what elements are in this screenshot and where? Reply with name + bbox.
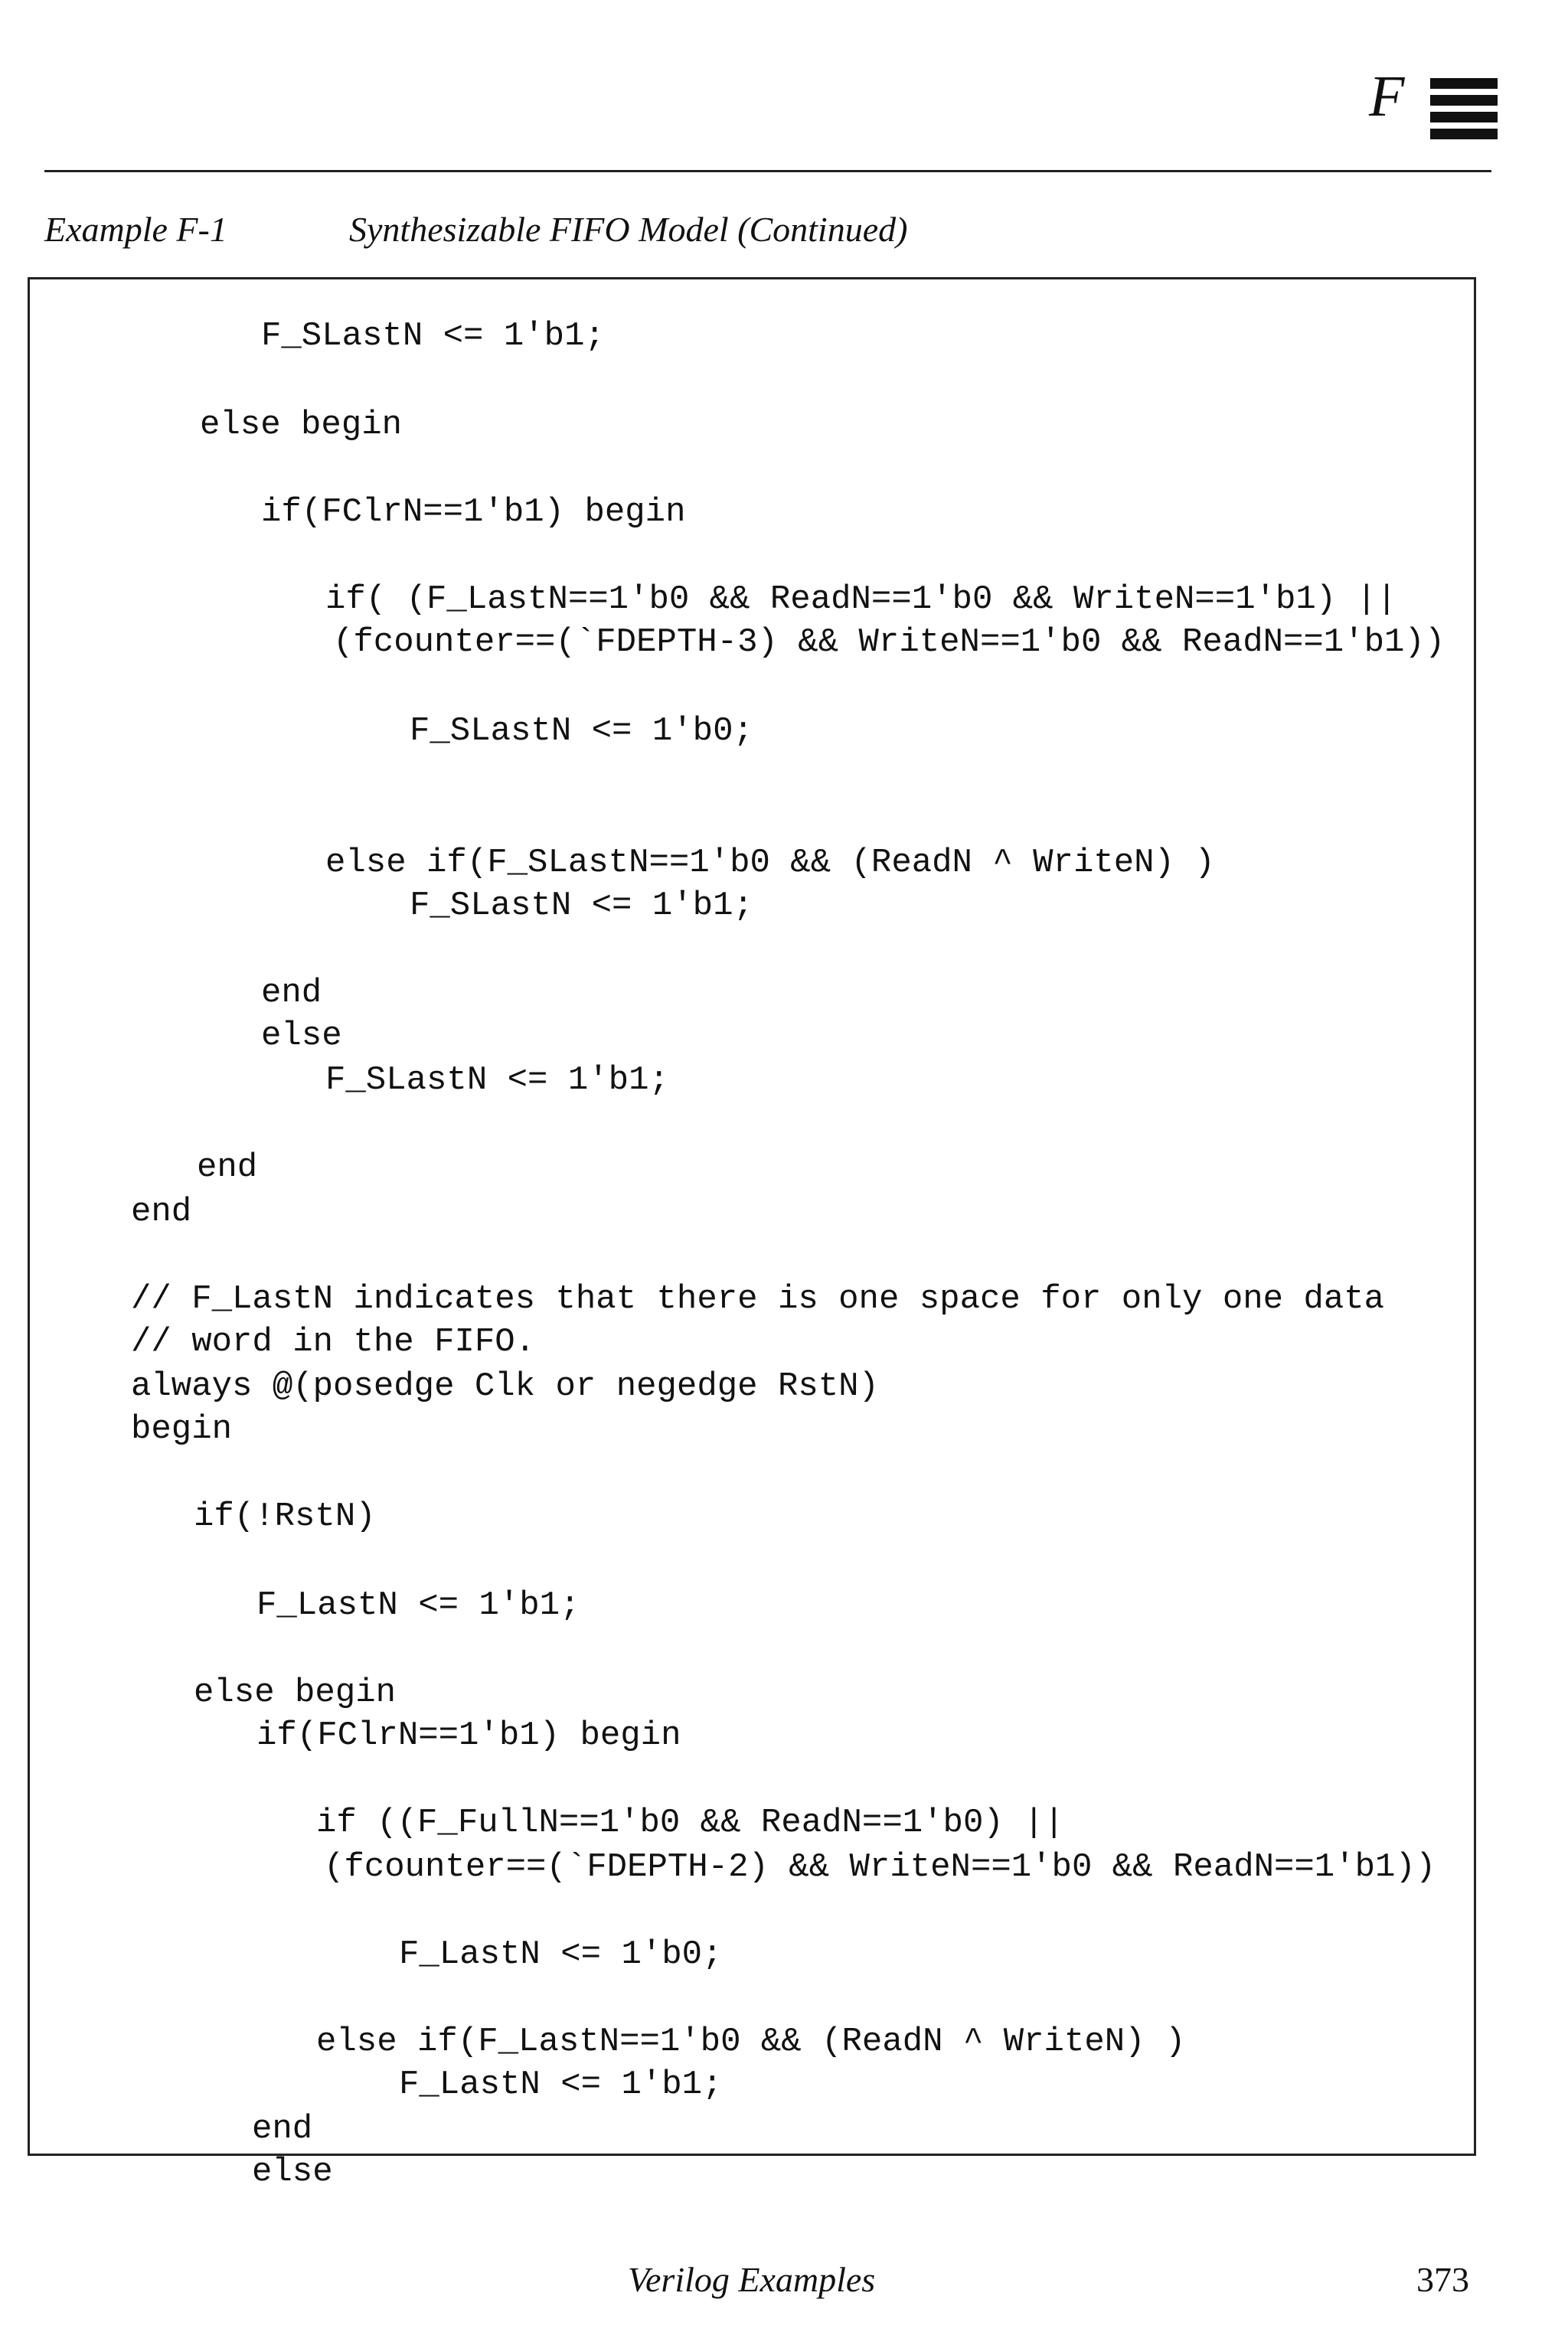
code-line: F_LastN <= 1'b1; [399,2066,723,2104]
code-line: always @(posedge Clk or negedge RstN) [131,1367,879,1406]
code-line: else begin [194,1674,397,1712]
code-line: F_SLastN <= 1'b1; [410,887,753,925]
code-line: if(FClrN==1'b1) begin [256,1716,681,1755]
page-number: 373 [1416,2260,1469,2299]
code-line: else if(F_SLastN==1'b0 && (ReadN ^ WriteN) ) [325,844,1215,882]
code-line: end [131,1193,192,1231]
appendix-letter: F [1369,64,1405,129]
code-line: // word in the FIFO. [131,1323,536,1361]
code-line: (fcounter==(`FDEPTH-3) && WriteN==1'b0 && ReadN==1'b1)) [333,623,1446,661]
code-line: F_SLastN <= 1'b1; [325,1061,669,1099]
code-line: F_LastN <= 1'b1; [256,1586,580,1625]
example-title: Synthesizable FIFO Model (Continued) [349,210,908,249]
footer-book-title: Verilog Examples [628,2260,876,2299]
example-label: Example F-1 [44,210,227,249]
code-line: else if(F_LastN==1'b0 && (ReadN ^ WriteN) ) [316,2023,1186,2061]
code-line: else begin [200,406,403,444]
code-line: F_SLastN <= 1'b0; [410,712,753,750]
code-line: F_LastN <= 1'b0; [399,1935,723,1974]
code-line: begin [131,1410,233,1448]
horizontal-bars-icon [1430,78,1498,155]
code-line: if(FClrN==1'b1) begin [261,493,686,531]
code-line: end [197,1148,258,1187]
code-line: // F_LastN indicates that there is one space for only one data [131,1280,1385,1318]
code-line: else [261,1017,342,1055]
code-line: (fcounter==(`FDEPTH-2) && WriteN==1'b0 && ReadN==1'b1)) [324,1848,1436,1886]
code-line: if ((F_FullN==1'b0 && ReadN==1'b0) || [316,1804,1064,1842]
code-line: if(!RstN) [194,1497,376,1536]
code-listing [28,277,1476,2191]
code-line: F_SLastN <= 1'b1; [261,317,605,355]
code-line: end [261,974,322,1012]
code-line: if( (F_LastN==1'b0 && ReadN==1'b0 && WriteN==1'b1) || [325,580,1397,619]
code-line: end [252,2110,313,2148]
header-rule [44,170,1491,172]
code-line: else [252,2153,333,2191]
